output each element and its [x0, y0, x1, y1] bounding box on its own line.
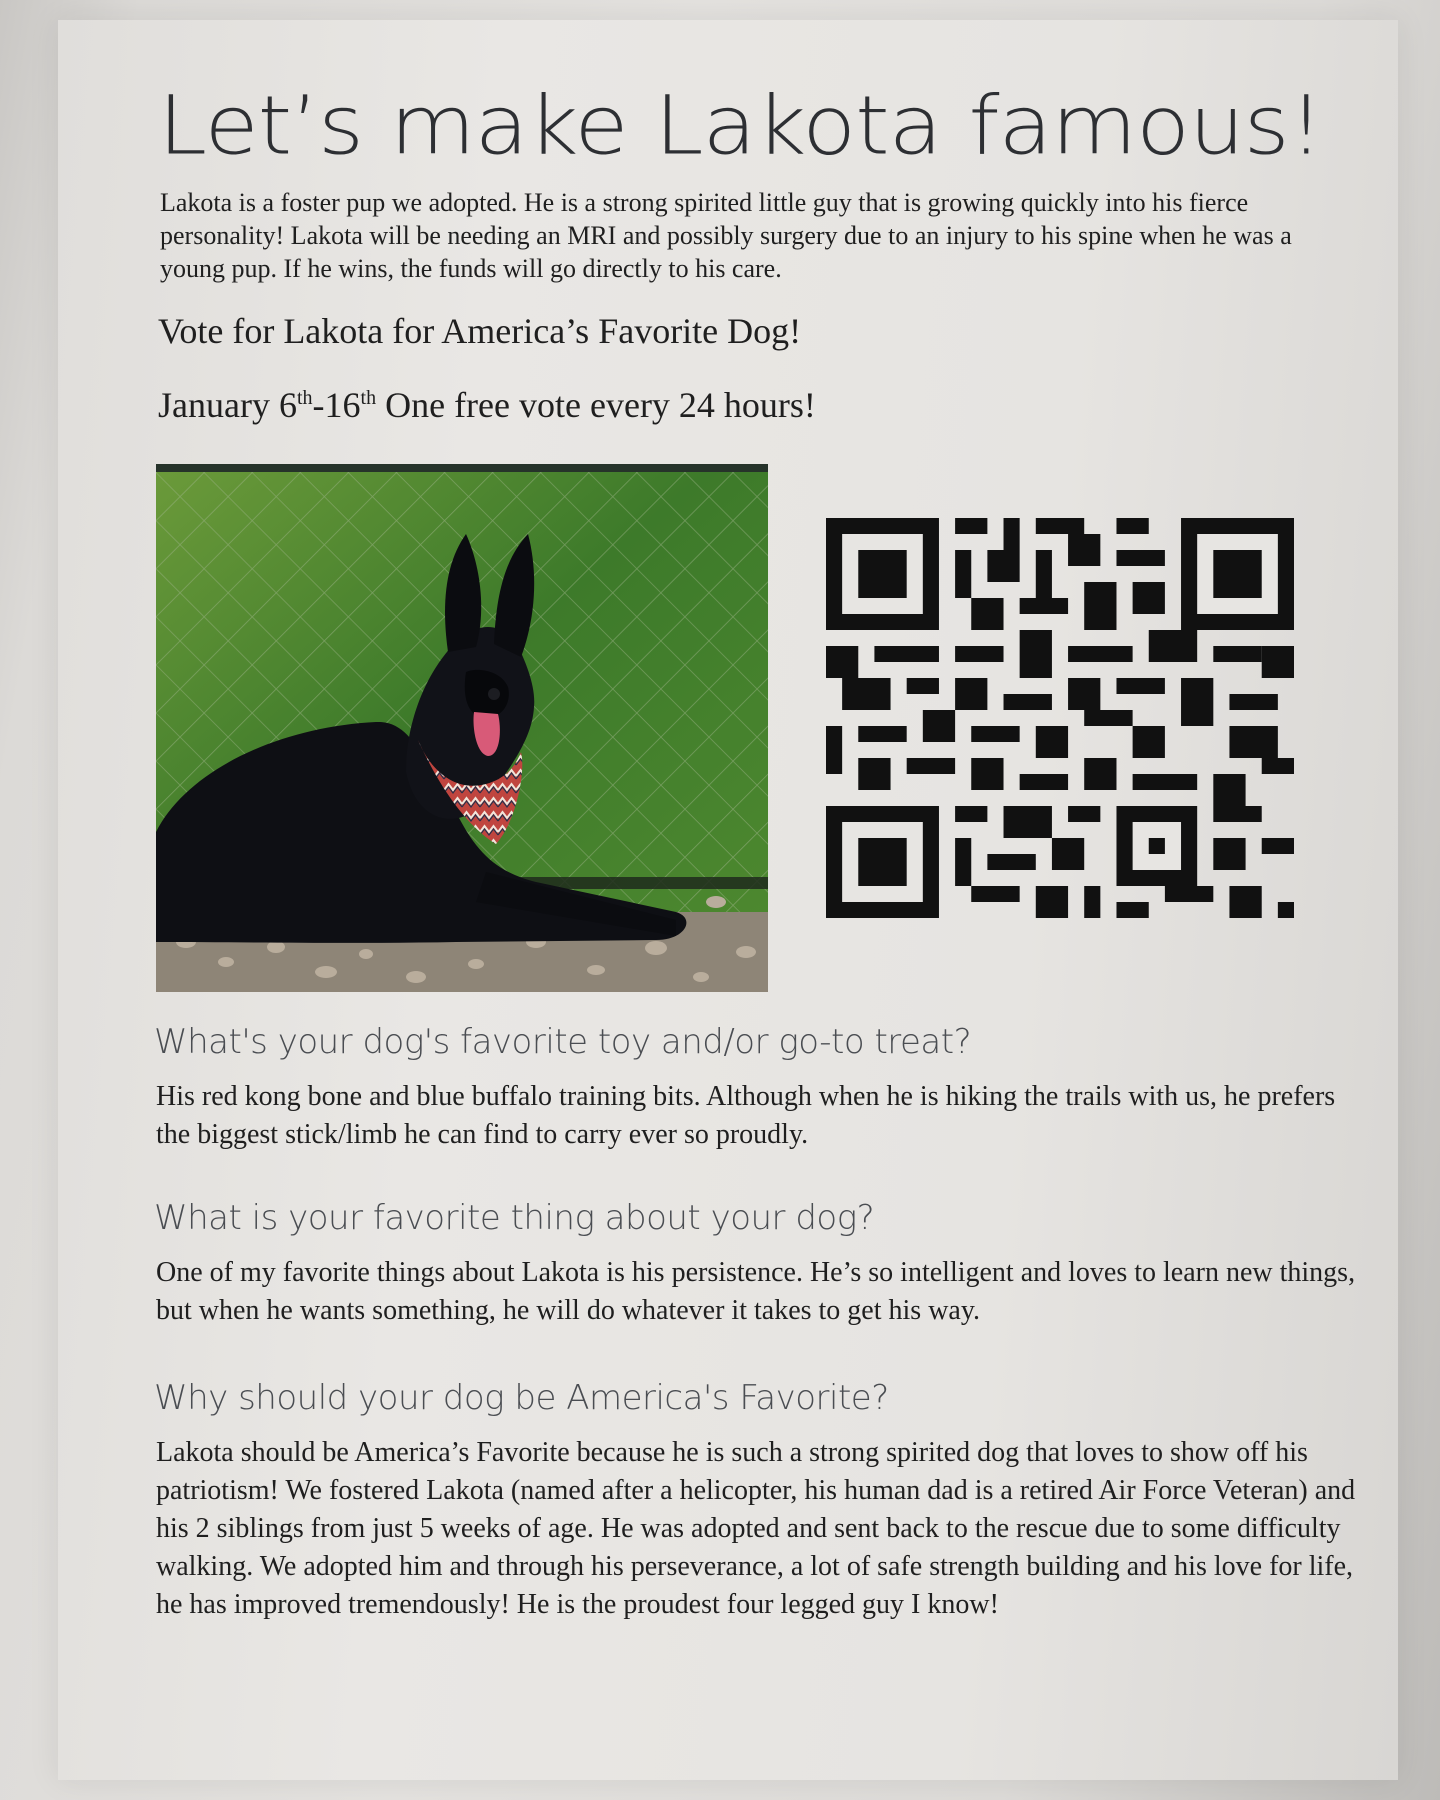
intro-paragraph: Lakota is a foster pup we adopted. He is a strong spirited little guy that is growing quickly into his fierce personality! Lakota will be needing an MRI and possibly surgery due to an injury to his spine when he was a young pup. If he wins, the funds will go directly to his care.	[160, 188, 1292, 283]
answer-3: Lakota should be America’s Favorite because he is such a strong spirited dog that loves to show off his patriotism! We fostered Lakota (named after a helicopter, his human dad is a retired Air Force Veteran) and his 2 siblings from just 5 weeks of age. He was adopted and sent back to the rescue due to some difficulty walking. We adopted him and through his perseverance, a lot of safe strength building and his love for life, he has improved tremendously! He is the proudest four legged guy I know!	[156, 1437, 1356, 1620]
dates-rest: One free vote every 24 hours!	[376, 385, 816, 425]
qr-code[interactable]	[826, 518, 1294, 918]
dates-start: January 6	[158, 385, 297, 425]
question-1: What's your dog's favorite toy and/or go-to treat?	[154, 1022, 972, 1062]
answer-1: His red kong bone and blue buffalo training bits. Although when he is hiking the trails with us, he prefers the biggest stick/limb he can find to carry ever so proudly.	[156, 1081, 1336, 1150]
answer-2: One of my favorite things about Lakota is his persistence. He’s so intelligent and loves to learn new things, but when he wants something, he will do whatever it takes to get his way.	[156, 1257, 1356, 1326]
question-2: What is your favorite thing about your dog?	[154, 1198, 875, 1238]
dates-mid: -16	[312, 385, 361, 425]
vote-dates	[158, 384, 816, 426]
vote-line: Vote for Lakota for America’s Favorite Dog!	[158, 311, 802, 351]
dog-photo	[156, 464, 768, 992]
dog-illustration	[156, 472, 768, 992]
dates-sup-1: th	[296, 387, 313, 409]
question-3: Why should your dog be America's Favorite?	[154, 1378, 889, 1418]
qr-code-icon	[826, 518, 1294, 918]
dates-sup-2: th	[360, 387, 377, 409]
page-title: Let’s make Lakota famous!	[158, 78, 1323, 173]
